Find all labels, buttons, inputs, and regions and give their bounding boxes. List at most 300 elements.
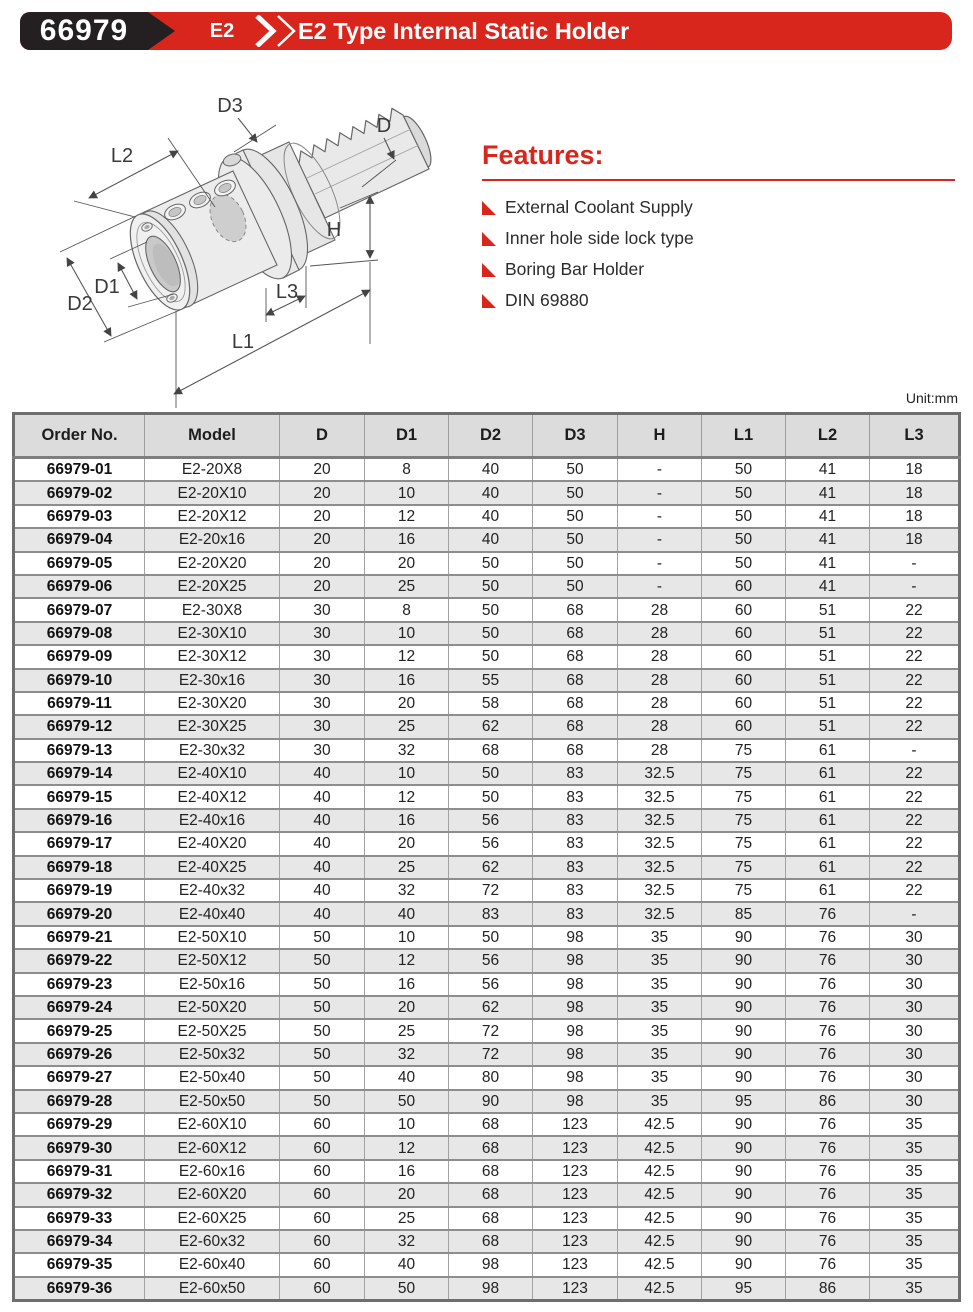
dim-cell: 98 bbox=[533, 973, 618, 996]
dim-cell: 60 bbox=[280, 1207, 365, 1230]
dim-cell: 90 bbox=[702, 949, 786, 972]
dim-cell: 62 bbox=[449, 715, 533, 738]
table-row bbox=[14, 505, 960, 528]
dim-cell: 28 bbox=[618, 598, 702, 621]
table-row bbox=[14, 715, 960, 738]
dim-cell: 68 bbox=[533, 622, 618, 645]
dim-cell: 98 bbox=[533, 926, 618, 949]
feature-text: External Coolant Supply bbox=[505, 197, 693, 217]
model-cell: E2-40X25 bbox=[145, 856, 280, 879]
dim-cell: 22 bbox=[870, 692, 960, 715]
dim-cell: 50 bbox=[365, 1277, 449, 1301]
dim-cell: 50 bbox=[280, 1090, 365, 1113]
dim-cell: 95 bbox=[702, 1090, 786, 1113]
order-no-cell: 66979-24 bbox=[14, 996, 145, 1019]
order-no-cell: 66979-28 bbox=[14, 1090, 145, 1113]
dim-cell: - bbox=[870, 902, 960, 925]
dim-cell: 22 bbox=[870, 809, 960, 832]
table-row bbox=[14, 856, 960, 879]
dim-cell: 50 bbox=[449, 552, 533, 575]
features-section bbox=[482, 140, 955, 321]
dim-cell: 30 bbox=[280, 715, 365, 738]
dim-cell: 30 bbox=[280, 598, 365, 621]
table-row bbox=[14, 1183, 960, 1206]
order-no-cell: 66979-14 bbox=[14, 762, 145, 785]
dim-cell: 42.5 bbox=[618, 1183, 702, 1206]
order-no-cell: 66979-19 bbox=[14, 879, 145, 902]
spec-table-header-row bbox=[14, 414, 960, 458]
model-cell: E2-30X12 bbox=[145, 645, 280, 668]
dim-cell: 42.5 bbox=[618, 1207, 702, 1230]
dim-cell: 28 bbox=[618, 739, 702, 762]
dim-cell: 86 bbox=[786, 1277, 870, 1301]
order-no-cell: 66979-01 bbox=[14, 458, 145, 482]
dim-cell: - bbox=[618, 458, 702, 482]
column-header: L2 bbox=[786, 414, 870, 458]
order-no-cell: 66979-23 bbox=[14, 973, 145, 996]
dim-cell: 35 bbox=[870, 1160, 960, 1183]
dim-cell: 83 bbox=[533, 762, 618, 785]
model-cell: E2-40X10 bbox=[145, 762, 280, 785]
dim-cell: 68 bbox=[449, 1183, 533, 1206]
dim-cell: 98 bbox=[533, 1019, 618, 1042]
dim-cell: 10 bbox=[365, 622, 449, 645]
dim-cell: 90 bbox=[702, 1136, 786, 1159]
model-cell: E2-40x16 bbox=[145, 809, 280, 832]
dim-cell: 50 bbox=[449, 926, 533, 949]
model-cell: E2-60x32 bbox=[145, 1230, 280, 1253]
dim-cell: 22 bbox=[870, 762, 960, 785]
dim-cell: 42.5 bbox=[618, 1277, 702, 1301]
dim-cell: 51 bbox=[786, 645, 870, 668]
table-row bbox=[14, 973, 960, 996]
dim-cell: 50 bbox=[533, 481, 618, 504]
column-header: D2 bbox=[449, 414, 533, 458]
dim-cell: 30 bbox=[870, 1090, 960, 1113]
dim-cell: 50 bbox=[533, 552, 618, 575]
spec-table bbox=[12, 412, 961, 1302]
dim-cell: 98 bbox=[533, 996, 618, 1019]
dim-cell: 30 bbox=[280, 622, 365, 645]
dim-label-h: H bbox=[326, 219, 342, 241]
dim-cell: 90 bbox=[702, 926, 786, 949]
model-cell: E2-20X8 bbox=[145, 458, 280, 482]
dim-cell: 123 bbox=[533, 1113, 618, 1136]
dim-cell: 50 bbox=[280, 973, 365, 996]
series-label: E2 bbox=[209, 20, 235, 42]
dim-cell: 75 bbox=[702, 832, 786, 855]
dim-cell: 30 bbox=[870, 949, 960, 972]
dim-cell: 22 bbox=[870, 785, 960, 808]
table-row bbox=[14, 1136, 960, 1159]
table-row bbox=[14, 528, 960, 551]
model-cell: E2-20X25 bbox=[145, 575, 280, 598]
dim-cell: 22 bbox=[870, 879, 960, 902]
dim-cell: 40 bbox=[365, 902, 449, 925]
dim-cell: 18 bbox=[870, 458, 960, 482]
model-cell: E2-50X10 bbox=[145, 926, 280, 949]
dim-cell: 50 bbox=[449, 785, 533, 808]
order-no-cell: 66979-07 bbox=[14, 598, 145, 621]
dim-cell: 98 bbox=[449, 1253, 533, 1276]
table-row bbox=[14, 1043, 960, 1066]
dim-cell: 76 bbox=[786, 1043, 870, 1066]
dim-cell: 61 bbox=[786, 762, 870, 785]
dim-cell: 30 bbox=[280, 739, 365, 762]
order-code: 66979 bbox=[39, 14, 129, 47]
dim-cell: 20 bbox=[280, 505, 365, 528]
dim-cell: 68 bbox=[533, 645, 618, 668]
dim-cell: 61 bbox=[786, 832, 870, 855]
dim-cell: 20 bbox=[280, 481, 365, 504]
dim-cell: 98 bbox=[533, 1066, 618, 1089]
dim-cell: 42.5 bbox=[618, 1160, 702, 1183]
dim-cell: 32.5 bbox=[618, 809, 702, 832]
dim-cell: 50 bbox=[449, 575, 533, 598]
order-no-cell: 66979-21 bbox=[14, 926, 145, 949]
unit-label: Unit:mm bbox=[905, 390, 958, 406]
dim-cell: 60 bbox=[702, 575, 786, 598]
model-cell: E2-30X20 bbox=[145, 692, 280, 715]
dim-cell: 61 bbox=[786, 739, 870, 762]
dim-cell: 30 bbox=[870, 926, 960, 949]
dim-cell: 61 bbox=[786, 856, 870, 879]
dim-cell: 40 bbox=[280, 856, 365, 879]
order-no-cell: 66979-08 bbox=[14, 622, 145, 645]
order-no-cell: 66979-09 bbox=[14, 645, 145, 668]
dim-cell: 75 bbox=[702, 856, 786, 879]
dim-cell: 22 bbox=[870, 645, 960, 668]
model-cell: E2-60X20 bbox=[145, 1183, 280, 1206]
model-cell: E2-20X10 bbox=[145, 481, 280, 504]
model-cell: E2-60X12 bbox=[145, 1136, 280, 1159]
dim-cell: 61 bbox=[786, 809, 870, 832]
dim-cell: 76 bbox=[786, 1253, 870, 1276]
dim-cell: - bbox=[618, 528, 702, 551]
dim-cell: 50 bbox=[449, 645, 533, 668]
dim-cell: 35 bbox=[618, 1066, 702, 1089]
dim-cell: 40 bbox=[449, 481, 533, 504]
dim-cell: 20 bbox=[280, 458, 365, 482]
dim-cell: 22 bbox=[870, 622, 960, 645]
dim-cell: 50 bbox=[702, 528, 786, 551]
dim-cell: 72 bbox=[449, 1019, 533, 1042]
column-header: D3 bbox=[533, 414, 618, 458]
dim-cell: 35 bbox=[870, 1253, 960, 1276]
dim-cell: 20 bbox=[280, 575, 365, 598]
dim-cell: 76 bbox=[786, 1066, 870, 1089]
dim-cell: 50 bbox=[533, 505, 618, 528]
table-row bbox=[14, 926, 960, 949]
dim-cell: 61 bbox=[786, 879, 870, 902]
dim-cell: 22 bbox=[870, 832, 960, 855]
dim-cell: 90 bbox=[702, 1113, 786, 1136]
dim-cell: 35 bbox=[618, 996, 702, 1019]
table-row bbox=[14, 669, 960, 692]
dim-cell: 60 bbox=[280, 1183, 365, 1206]
dim-label-d3: D3 bbox=[217, 95, 243, 117]
dim-cell: 68 bbox=[533, 598, 618, 621]
dim-cell: 83 bbox=[449, 902, 533, 925]
order-no-cell: 66979-04 bbox=[14, 528, 145, 551]
dim-cell: 40 bbox=[365, 1066, 449, 1089]
dim-cell: 41 bbox=[786, 458, 870, 482]
dim-cell: 76 bbox=[786, 949, 870, 972]
dim-cell: 50 bbox=[449, 598, 533, 621]
model-cell: E2-50X12 bbox=[145, 949, 280, 972]
dim-cell: 50 bbox=[280, 926, 365, 949]
table-row bbox=[14, 785, 960, 808]
double-chevron-icon bbox=[253, 15, 299, 47]
order-no-cell: 66979-06 bbox=[14, 575, 145, 598]
dim-cell: 55 bbox=[449, 669, 533, 692]
table-row bbox=[14, 598, 960, 621]
feature-item bbox=[482, 259, 955, 280]
dim-cell: 76 bbox=[786, 1019, 870, 1042]
table-row bbox=[14, 949, 960, 972]
dim-cell: 123 bbox=[533, 1160, 618, 1183]
dim-cell: 50 bbox=[449, 762, 533, 785]
table-row bbox=[14, 1113, 960, 1136]
dim-cell: - bbox=[870, 575, 960, 598]
order-no-cell: 66979-31 bbox=[14, 1160, 145, 1183]
dim-cell: 56 bbox=[449, 973, 533, 996]
dim-cell: 90 bbox=[702, 973, 786, 996]
dim-cell: 18 bbox=[870, 481, 960, 504]
dim-cell: 20 bbox=[280, 552, 365, 575]
dim-cell: 50 bbox=[533, 528, 618, 551]
dim-cell: 12 bbox=[365, 645, 449, 668]
dim-cell: 30 bbox=[870, 996, 960, 1019]
model-cell: E2-40X20 bbox=[145, 832, 280, 855]
dim-label-l3: L3 bbox=[275, 281, 299, 303]
model-cell: E2-20X20 bbox=[145, 552, 280, 575]
order-code-badge bbox=[20, 12, 148, 50]
dim-cell: 68 bbox=[533, 669, 618, 692]
dim-cell: 60 bbox=[280, 1113, 365, 1136]
order-no-cell: 66979-22 bbox=[14, 949, 145, 972]
dim-cell: 83 bbox=[533, 832, 618, 855]
model-cell: E2-30X25 bbox=[145, 715, 280, 738]
dim-cell: 30 bbox=[870, 1019, 960, 1042]
dim-cell: 56 bbox=[449, 832, 533, 855]
dim-cell: 42.5 bbox=[618, 1113, 702, 1136]
order-no-cell: 66979-20 bbox=[14, 902, 145, 925]
table-row bbox=[14, 879, 960, 902]
column-header: D1 bbox=[365, 414, 449, 458]
dim-cell: 35 bbox=[870, 1277, 960, 1301]
dim-cell: 68 bbox=[449, 1207, 533, 1230]
model-cell: E2-30x32 bbox=[145, 739, 280, 762]
model-cell: E2-30X10 bbox=[145, 622, 280, 645]
model-cell: E2-50X25 bbox=[145, 1019, 280, 1042]
dim-cell: 90 bbox=[702, 1230, 786, 1253]
dim-cell: 83 bbox=[533, 902, 618, 925]
order-no-cell: 66979-34 bbox=[14, 1230, 145, 1253]
model-cell: E2-40x40 bbox=[145, 902, 280, 925]
dim-cell: 28 bbox=[618, 622, 702, 645]
dim-cell: 10 bbox=[365, 481, 449, 504]
dim-cell: 68 bbox=[449, 1160, 533, 1183]
dim-cell: 75 bbox=[702, 785, 786, 808]
dim-cell: 41 bbox=[786, 528, 870, 551]
table-row bbox=[14, 1019, 960, 1042]
dim-cell: 76 bbox=[786, 1113, 870, 1136]
dim-cell: 98 bbox=[533, 1090, 618, 1113]
feature-text: Boring Bar Holder bbox=[505, 259, 645, 279]
dim-cell: 32.5 bbox=[618, 879, 702, 902]
order-no-cell: 66979-16 bbox=[14, 809, 145, 832]
feature-text: DIN 69880 bbox=[505, 290, 589, 310]
dim-cell: 32.5 bbox=[618, 902, 702, 925]
dim-cell: 60 bbox=[280, 1160, 365, 1183]
dim-cell: 28 bbox=[618, 715, 702, 738]
dim-cell: 75 bbox=[702, 739, 786, 762]
dim-cell: 30 bbox=[870, 1066, 960, 1089]
dim-cell: 76 bbox=[786, 1136, 870, 1159]
dim-cell: 18 bbox=[870, 528, 960, 551]
dim-cell: 56 bbox=[449, 949, 533, 972]
header-banner bbox=[20, 12, 952, 50]
table-row bbox=[14, 458, 960, 482]
dim-cell: 42.5 bbox=[618, 1136, 702, 1159]
table-row bbox=[14, 1207, 960, 1230]
dim-cell: 50 bbox=[365, 1090, 449, 1113]
dim-cell: 20 bbox=[365, 692, 449, 715]
model-cell: E2-60X25 bbox=[145, 1207, 280, 1230]
dim-cell: 22 bbox=[870, 856, 960, 879]
dim-cell: 61 bbox=[786, 785, 870, 808]
column-header: Order No. bbox=[14, 414, 145, 458]
dim-cell: 28 bbox=[618, 645, 702, 668]
feature-text: Inner hole side lock type bbox=[505, 228, 694, 248]
dim-cell: 35 bbox=[618, 926, 702, 949]
dim-cell: 35 bbox=[618, 1019, 702, 1042]
dim-cell: - bbox=[870, 739, 960, 762]
dim-cell: 28 bbox=[618, 669, 702, 692]
dim-cell: 35 bbox=[618, 1090, 702, 1113]
dim-cell: 42.5 bbox=[618, 1230, 702, 1253]
order-no-cell: 66979-03 bbox=[14, 505, 145, 528]
dim-cell: 123 bbox=[533, 1183, 618, 1206]
dim-cell: 41 bbox=[786, 481, 870, 504]
table-row bbox=[14, 1230, 960, 1253]
dim-cell: 68 bbox=[533, 715, 618, 738]
dim-cell: 60 bbox=[702, 669, 786, 692]
order-no-cell: 66979-35 bbox=[14, 1253, 145, 1276]
dim-cell: 20 bbox=[365, 996, 449, 1019]
dim-cell: 68 bbox=[533, 692, 618, 715]
dim-cell: 76 bbox=[786, 1183, 870, 1206]
column-header: L1 bbox=[702, 414, 786, 458]
dim-cell: 42.5 bbox=[618, 1253, 702, 1276]
dim-cell: 60 bbox=[702, 622, 786, 645]
dim-label-d: D bbox=[376, 115, 392, 137]
dim-cell: 90 bbox=[449, 1090, 533, 1113]
dim-cell: 98 bbox=[533, 949, 618, 972]
dim-cell: 83 bbox=[533, 785, 618, 808]
dim-cell: 20 bbox=[365, 832, 449, 855]
dim-cell: 25 bbox=[365, 856, 449, 879]
dim-cell: 28 bbox=[618, 692, 702, 715]
model-cell: E2-50X20 bbox=[145, 996, 280, 1019]
dim-cell: 12 bbox=[365, 1136, 449, 1159]
dim-cell: 30 bbox=[280, 645, 365, 668]
model-cell: E2-20x16 bbox=[145, 528, 280, 551]
dim-cell: 32 bbox=[365, 739, 449, 762]
dim-cell: 76 bbox=[786, 926, 870, 949]
dim-cell: 60 bbox=[280, 1277, 365, 1301]
dim-cell: 76 bbox=[786, 996, 870, 1019]
dim-cell: 90 bbox=[702, 1160, 786, 1183]
dim-cell: 72 bbox=[449, 879, 533, 902]
table-row bbox=[14, 692, 960, 715]
dim-cell: 40 bbox=[365, 1253, 449, 1276]
dim-cell: - bbox=[618, 575, 702, 598]
dim-cell: 90 bbox=[702, 1043, 786, 1066]
model-cell: E2-40x32 bbox=[145, 879, 280, 902]
dim-cell: 90 bbox=[702, 996, 786, 1019]
dim-cell: 50 bbox=[533, 458, 618, 482]
dim-cell: 25 bbox=[365, 575, 449, 598]
model-cell: E2-50x16 bbox=[145, 973, 280, 996]
dim-cell: 68 bbox=[449, 1230, 533, 1253]
feature-item bbox=[482, 228, 955, 249]
order-no-cell: 66979-10 bbox=[14, 669, 145, 692]
feature-item bbox=[482, 290, 955, 311]
feature-bullet-icon bbox=[482, 263, 496, 277]
dim-cell: 83 bbox=[533, 856, 618, 879]
badge-arrow-tip bbox=[148, 12, 175, 50]
dim-cell: 20 bbox=[280, 528, 365, 551]
dim-cell: 20 bbox=[365, 1183, 449, 1206]
model-cell: E2-40X12 bbox=[145, 785, 280, 808]
table-row bbox=[14, 1253, 960, 1276]
dim-cell: 95 bbox=[702, 1277, 786, 1301]
dim-cell: 76 bbox=[786, 902, 870, 925]
dim-cell: 56 bbox=[449, 809, 533, 832]
dim-cell: 8 bbox=[365, 458, 449, 482]
table-row bbox=[14, 645, 960, 668]
dim-cell: 22 bbox=[870, 715, 960, 738]
model-cell: E2-50x40 bbox=[145, 1066, 280, 1089]
dim-cell: 75 bbox=[702, 809, 786, 832]
dim-cell: 35 bbox=[618, 973, 702, 996]
order-no-cell: 66979-36 bbox=[14, 1277, 145, 1301]
holder-technical-drawing bbox=[10, 70, 475, 415]
dim-cell: 32 bbox=[365, 1230, 449, 1253]
dim-cell: 50 bbox=[280, 1066, 365, 1089]
dim-cell: 22 bbox=[870, 598, 960, 621]
dim-cell: 40 bbox=[280, 809, 365, 832]
column-header: L3 bbox=[870, 414, 960, 458]
dim-cell: 22 bbox=[870, 669, 960, 692]
dim-cell: 50 bbox=[280, 1019, 365, 1042]
dim-cell: 40 bbox=[449, 528, 533, 551]
dim-cell: - bbox=[618, 481, 702, 504]
dim-cell: 83 bbox=[533, 879, 618, 902]
dim-cell: 83 bbox=[533, 809, 618, 832]
dim-cell: 40 bbox=[280, 879, 365, 902]
dim-cell: 60 bbox=[702, 645, 786, 668]
dim-cell: 40 bbox=[280, 902, 365, 925]
model-cell: E2-30X8 bbox=[145, 598, 280, 621]
dim-cell: 12 bbox=[365, 505, 449, 528]
feature-bullet-icon bbox=[482, 201, 496, 215]
dim-cell: 50 bbox=[533, 575, 618, 598]
dim-cell: 40 bbox=[449, 505, 533, 528]
table-row bbox=[14, 622, 960, 645]
